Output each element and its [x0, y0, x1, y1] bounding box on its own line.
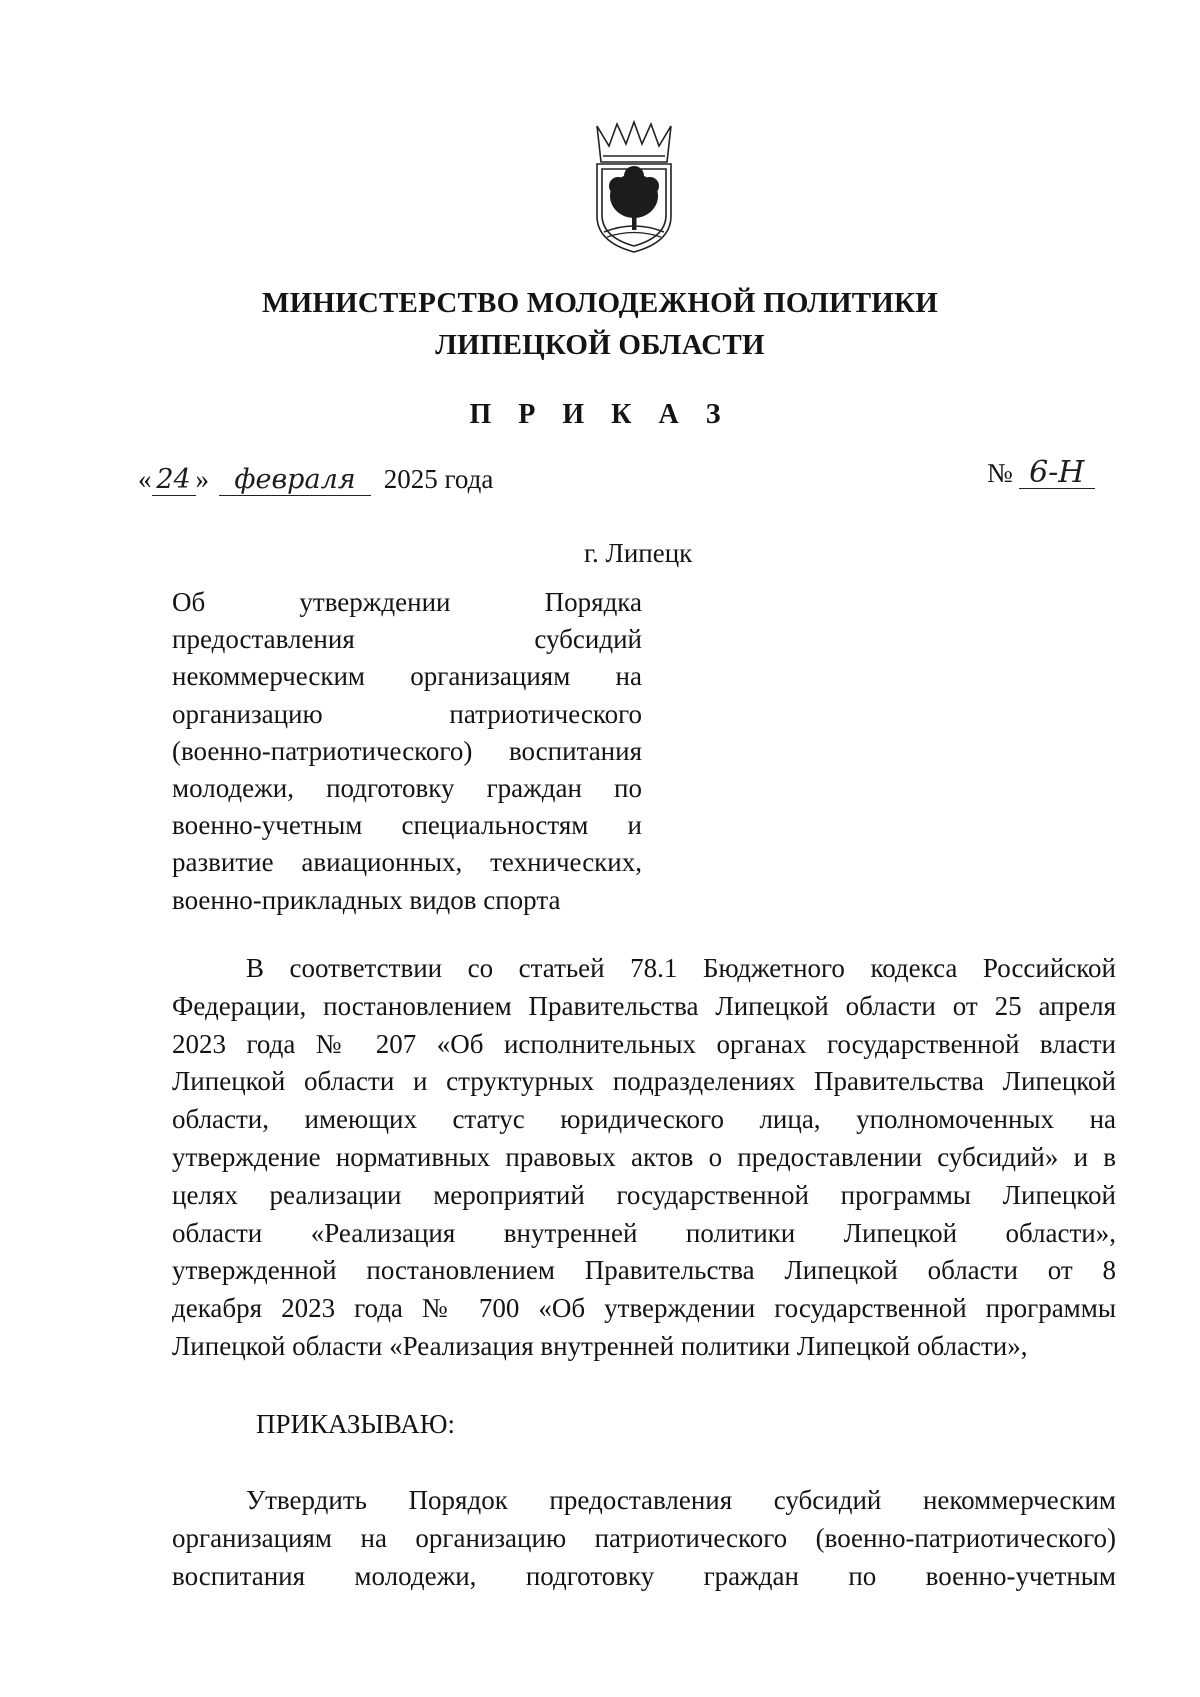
- subject-line: Об утверждении Порядка: [172, 587, 642, 617]
- preamble-line: 2023 года № 207 «Об исполнительных органах государственной власти: [172, 1028, 1116, 1059]
- subject-line: молодежи, подготовку граждан по: [172, 772, 642, 803]
- date-close-quote: »: [195, 464, 209, 494]
- date-year: 2025 года: [383, 464, 494, 494]
- preamble-line: декабря 2023 года № 700 «Об утверждении государственной программы: [172, 1293, 1116, 1324]
- subject-line: некоммерческим организациям на: [172, 661, 642, 692]
- number-sign: №: [987, 458, 1013, 488]
- order-paragraph: [172, 1482, 1116, 1595]
- order-line: организациям на организацию патриотического (военно-патриотического): [172, 1522, 1116, 1553]
- preamble-line: Липецкой области «Реализация внутренней политики Липецкой области»,: [172, 1330, 1028, 1361]
- number-value: 6-Н: [1019, 458, 1095, 489]
- document-number: [987, 455, 1095, 490]
- subject-line: (военно-патриотического) воспитания: [172, 735, 642, 766]
- document-type-title: П Р И К А З: [469, 399, 731, 430]
- ministry-name-line-1: МИНИСТЕРСТВО МОЛОДЕЖНОЙ ПОЛИТИКИ: [262, 287, 938, 319]
- orders-heading: ПРИКАЗЫВАЮ:: [256, 1409, 455, 1439]
- preamble-line: целях реализации мероприятий государственной программы Липецкой: [172, 1179, 1116, 1210]
- document-subject: [172, 584, 642, 919]
- coat-of-arms-emblem: [587, 120, 681, 255]
- preamble-line: В соответствии со статьей 78.1 Бюджетного кодекса Российской: [246, 953, 1116, 983]
- preamble-line: утверждение нормативных правовых актов о предоставлении субсидий» и в: [172, 1141, 1116, 1172]
- date-month: февраля: [219, 465, 371, 496]
- preamble-line: области, имеющих статус юридического лица, уполномоченных на: [172, 1104, 1116, 1135]
- subject-line: предоставления субсидий: [172, 624, 642, 655]
- subject-line: организацию патриотического: [172, 698, 642, 729]
- order-line: воспитания молодежи, подготовку граждан по военно-учетным: [172, 1560, 1116, 1591]
- order-line: Утвердить Порядок предоставления субсидий некоммерческим: [246, 1485, 1116, 1515]
- subject-line: развитие авиационных, технических,: [172, 847, 642, 878]
- date-day: 24: [152, 465, 196, 496]
- preamble-line: области «Реализация внутренней политики Липецкой области»,: [172, 1217, 1116, 1248]
- preamble-line: Федерации, постановлением Правительства Липецкой области от 25 апреля: [172, 990, 1116, 1021]
- preamble-line: Липецкой области и структурных подразделениях Правительства Липецкой: [172, 1066, 1116, 1097]
- ministry-name-line-2: ЛИПЕЦКОЙ ОБЛАСТИ: [435, 329, 765, 361]
- subject-line: военно-учетным специальностям и: [172, 810, 642, 841]
- city-name: г. Липецк: [584, 538, 693, 568]
- date-open-quote: «: [138, 464, 152, 494]
- preamble-paragraph: [172, 950, 1116, 1366]
- subject-line: военно-прикладных видов спорта: [172, 884, 561, 915]
- preamble-line: утвержденной постановлением Правительства Липецкой области от 8: [172, 1255, 1116, 1286]
- document-date: [138, 464, 493, 496]
